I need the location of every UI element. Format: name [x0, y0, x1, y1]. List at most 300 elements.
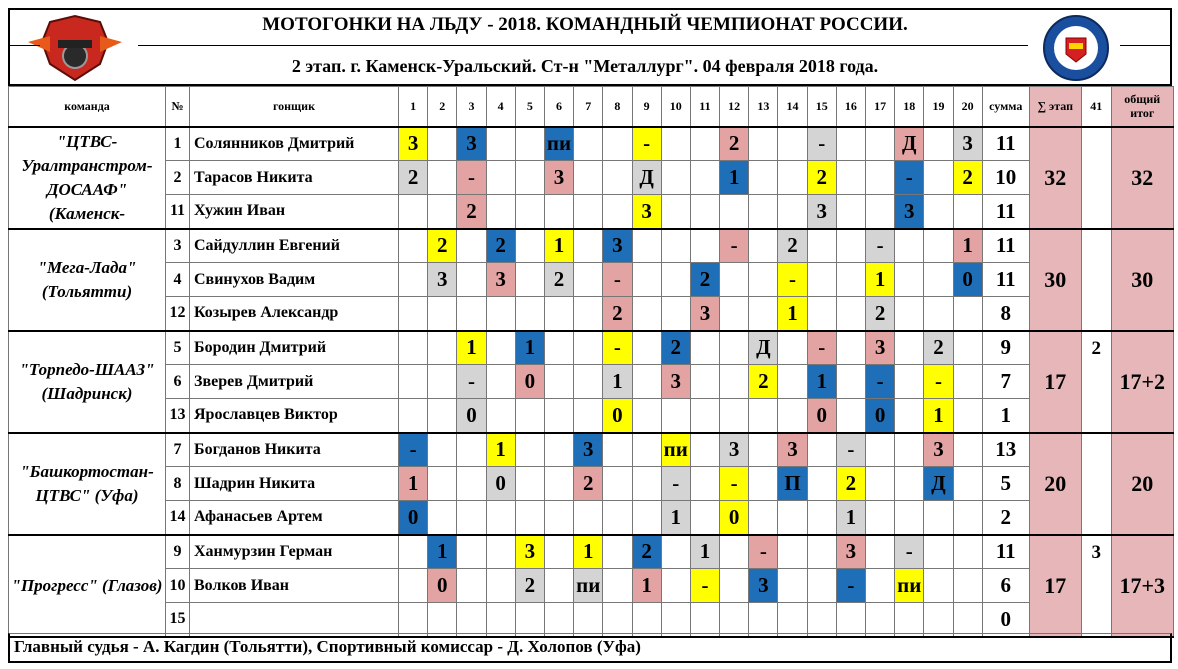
- heat-result: 3: [866, 331, 895, 365]
- team-name: "Башкортостан-ЦТВС" (Уфа): [9, 433, 166, 535]
- heat-result: -: [632, 127, 661, 161]
- heat-result: [515, 127, 544, 161]
- heat-result: [603, 569, 632, 603]
- rider-row: [9, 603, 1174, 637]
- heat-result: 3: [836, 535, 865, 569]
- heat-result: [603, 161, 632, 195]
- heat-result: 2: [866, 297, 895, 331]
- heat-result: [807, 433, 836, 467]
- heat-result: [399, 297, 428, 331]
- heat-result: -: [661, 467, 690, 501]
- heat-result: 0: [399, 501, 428, 535]
- heat-result: 1: [515, 331, 544, 365]
- heat-result: [515, 195, 544, 229]
- rider-name: Богданов Никита: [190, 433, 399, 467]
- heat-result: [399, 263, 428, 297]
- rider-sum: 2: [982, 501, 1029, 535]
- heat-result: 1: [866, 263, 895, 297]
- heat-result: [953, 433, 982, 467]
- rider-row: [9, 365, 1174, 399]
- heat-result: [836, 127, 865, 161]
- heat-result: [836, 365, 865, 399]
- rider-sum: 7: [982, 365, 1029, 399]
- heat-result: [924, 297, 953, 331]
- heat-result: [544, 195, 573, 229]
- column-heat: 17: [866, 87, 895, 127]
- heat-result: [574, 195, 603, 229]
- heat-result: 3: [953, 127, 982, 161]
- heat-result: 2: [661, 331, 690, 365]
- heat-result: 2: [428, 229, 457, 263]
- heat-result: [486, 603, 515, 637]
- rider-sum: 9: [982, 331, 1029, 365]
- heat-result: [895, 263, 924, 297]
- heat-result: [457, 229, 486, 263]
- heat-result: [515, 399, 544, 433]
- column-heat: 19: [924, 87, 953, 127]
- heat-result: [778, 399, 807, 433]
- heat-result: [399, 535, 428, 569]
- heat-result: [953, 501, 982, 535]
- team-name: "ЦТВС-Уралтранстром-ДОСААФ" (Каменск-: [9, 127, 166, 229]
- heat-result: 3: [690, 297, 719, 331]
- heat-result: Д: [632, 161, 661, 195]
- team-name: "Торпедо-ШААЗ" (Шадринск): [9, 331, 166, 433]
- heat-result: [399, 399, 428, 433]
- heat-result: [749, 297, 778, 331]
- rider-name: [190, 603, 399, 637]
- rider-row: [9, 127, 1174, 161]
- rider-number: 8: [166, 467, 190, 501]
- rider-sum: 1: [982, 399, 1029, 433]
- heat-result: 1: [457, 331, 486, 365]
- heat-result: [749, 127, 778, 161]
- rider-name: Ханмурзин Герман: [190, 535, 399, 569]
- heat-result: 3: [428, 263, 457, 297]
- heat-result: -: [836, 569, 865, 603]
- heat-result: [574, 399, 603, 433]
- rider-row: [9, 467, 1174, 501]
- heat-result: 2: [953, 161, 982, 195]
- heat-result: [749, 467, 778, 501]
- heat-result: [486, 331, 515, 365]
- heat-result: [457, 433, 486, 467]
- heat-result: [661, 297, 690, 331]
- heat-result: [720, 535, 749, 569]
- heat-result: [603, 127, 632, 161]
- column-heat: 10: [661, 87, 690, 127]
- heat-result: [457, 569, 486, 603]
- heat-result: 0: [807, 399, 836, 433]
- heat-result: 1: [836, 501, 865, 535]
- rider-sum: 5: [982, 467, 1029, 501]
- rider-number: 4: [166, 263, 190, 297]
- heat-result: [836, 297, 865, 331]
- heat-result: 3: [720, 433, 749, 467]
- rider-name: Шадрин Никита: [190, 467, 399, 501]
- heat-result: 2: [807, 161, 836, 195]
- team-overall-total: 17+2: [1111, 331, 1173, 433]
- heat-result: [632, 433, 661, 467]
- heat-result: [544, 399, 573, 433]
- heat-result: 1: [428, 535, 457, 569]
- rider-sum: 10: [982, 161, 1029, 195]
- heat-result: 1: [486, 433, 515, 467]
- heat-result: [953, 195, 982, 229]
- heat-result: 2: [836, 467, 865, 501]
- heat-result: [661, 569, 690, 603]
- heat-result: [749, 433, 778, 467]
- heat-result: 2: [457, 195, 486, 229]
- rider-sum: 11: [982, 535, 1029, 569]
- rider-sum: 0: [982, 603, 1029, 637]
- heat-result: [895, 467, 924, 501]
- heat-result: [953, 365, 982, 399]
- heat-result: -: [720, 467, 749, 501]
- heat-result: [457, 297, 486, 331]
- document-header: [8, 8, 1172, 86]
- heat-result: П: [778, 467, 807, 501]
- heat-result: [574, 161, 603, 195]
- heat-result: [690, 161, 719, 195]
- heat-result: [924, 569, 953, 603]
- heat-result: [574, 603, 603, 637]
- heat-result: [895, 501, 924, 535]
- column-team: команда: [9, 87, 166, 127]
- footer-judges: Главный судья - А. Кагдин (Тольятти), Спортивный комиссар - Д. Холопов (Уфа): [8, 633, 1172, 663]
- heat-result: [690, 399, 719, 433]
- heat-result: [661, 127, 690, 161]
- heat-result: [661, 161, 690, 195]
- heat-result: [807, 297, 836, 331]
- heat-result: [661, 399, 690, 433]
- heat-result: [749, 263, 778, 297]
- rider-row: [9, 161, 1174, 195]
- heat-result: [661, 603, 690, 637]
- heat-result: [515, 161, 544, 195]
- heat-result: [661, 195, 690, 229]
- heat-result: -: [924, 365, 953, 399]
- heat-result: [924, 195, 953, 229]
- heat-result: [457, 467, 486, 501]
- rider-number: 2: [166, 161, 190, 195]
- heat-result: 3: [632, 195, 661, 229]
- heat-result: 3: [544, 161, 573, 195]
- heat-result: [544, 365, 573, 399]
- heat-result: 0: [866, 399, 895, 433]
- heat-result: 2: [720, 127, 749, 161]
- heat-result: [778, 569, 807, 603]
- heat-result: -: [807, 331, 836, 365]
- heat-result: [836, 161, 865, 195]
- column-heat: 1: [399, 87, 428, 127]
- heat-result: 1: [399, 467, 428, 501]
- column-41: 41: [1081, 87, 1111, 127]
- column-heat: 7: [574, 87, 603, 127]
- heat-result: [428, 331, 457, 365]
- heat-result: [836, 331, 865, 365]
- heat-result: [836, 263, 865, 297]
- rider-number: 10: [166, 569, 190, 603]
- heat-result: [866, 501, 895, 535]
- heat-result: 3: [924, 433, 953, 467]
- heat-result: [690, 603, 719, 637]
- column-41-value: [1081, 433, 1111, 535]
- heat-result: [807, 501, 836, 535]
- rider-name: Козырев Александр: [190, 297, 399, 331]
- heat-result: [515, 467, 544, 501]
- heat-result: -: [749, 535, 778, 569]
- team-stage-total: 20: [1029, 433, 1081, 535]
- mfr-federation-emblem-icon: [1040, 14, 1112, 82]
- team-name: "Мега-Лада" (Тольятти): [9, 229, 166, 331]
- heat-result: [778, 127, 807, 161]
- heat-result: [428, 127, 457, 161]
- heat-result: [807, 569, 836, 603]
- heat-result: -: [778, 263, 807, 297]
- heat-result: пи: [895, 569, 924, 603]
- rider-row: [9, 569, 1174, 603]
- heat-result: 3: [515, 535, 544, 569]
- heat-result: 0: [428, 569, 457, 603]
- heat-result: [486, 195, 515, 229]
- column-heat: 8: [603, 87, 632, 127]
- heat-result: [515, 297, 544, 331]
- heat-result: [428, 433, 457, 467]
- heat-result: -: [866, 229, 895, 263]
- column-number: №: [166, 87, 190, 127]
- heat-result: 2: [603, 297, 632, 331]
- heat-result: [486, 535, 515, 569]
- column-41-value: [1081, 229, 1111, 331]
- rider-row: [9, 433, 1174, 467]
- heat-result: [953, 603, 982, 637]
- rider-number: 11: [166, 195, 190, 229]
- heat-result: 2: [632, 535, 661, 569]
- heat-result: [895, 365, 924, 399]
- heat-result: [486, 297, 515, 331]
- rider-row: [9, 501, 1174, 535]
- heat-result: [544, 331, 573, 365]
- heat-result: [544, 569, 573, 603]
- rider-number: 13: [166, 399, 190, 433]
- heat-result: -: [457, 161, 486, 195]
- rider-number: 1: [166, 127, 190, 161]
- rider-number: 9: [166, 535, 190, 569]
- heat-result: [690, 365, 719, 399]
- heat-result: [574, 331, 603, 365]
- column-heat: 13: [749, 87, 778, 127]
- heat-result: [778, 161, 807, 195]
- speedway-club-emblem-icon: [20, 12, 130, 84]
- rider-name: Афанасьев Артем: [190, 501, 399, 535]
- heat-result: [515, 263, 544, 297]
- column-41-value: [1081, 127, 1111, 229]
- heat-result: [690, 229, 719, 263]
- heat-result: [866, 433, 895, 467]
- heat-result: [953, 569, 982, 603]
- heat-result: [866, 161, 895, 195]
- rider-row: [9, 229, 1174, 263]
- heat-result: [457, 535, 486, 569]
- heat-result: [690, 195, 719, 229]
- heat-result: [924, 535, 953, 569]
- heat-result: [574, 297, 603, 331]
- heat-result: 3: [749, 569, 778, 603]
- heat-result: [720, 195, 749, 229]
- rider-sum: 6: [982, 569, 1029, 603]
- heat-result: [428, 501, 457, 535]
- heat-result: [428, 195, 457, 229]
- heat-result: [544, 467, 573, 501]
- heat-result: [720, 603, 749, 637]
- heat-result: 2: [924, 331, 953, 365]
- rider-name: Ярославцев Виктор: [190, 399, 399, 433]
- heat-result: [720, 365, 749, 399]
- heat-result: 3: [457, 127, 486, 161]
- heat-result: [603, 195, 632, 229]
- heat-result: 2: [399, 161, 428, 195]
- heat-result: [603, 433, 632, 467]
- heat-result: [866, 467, 895, 501]
- heat-result: [515, 433, 544, 467]
- heat-result: [924, 603, 953, 637]
- team-overall-total: 17+3: [1111, 535, 1173, 637]
- heat-result: 2: [749, 365, 778, 399]
- heat-result: [486, 127, 515, 161]
- heat-result: [749, 229, 778, 263]
- heat-result: [544, 501, 573, 535]
- rider-sum: 11: [982, 229, 1029, 263]
- results-table: [8, 86, 1174, 638]
- heat-result: 3: [399, 127, 428, 161]
- heat-result: [632, 229, 661, 263]
- heat-result: [749, 399, 778, 433]
- heat-result: [428, 365, 457, 399]
- heat-result: [399, 331, 428, 365]
- heat-result: Д: [924, 467, 953, 501]
- heat-result: 2: [690, 263, 719, 297]
- heat-result: [544, 433, 573, 467]
- heat-result: [661, 263, 690, 297]
- team-stage-total: 17: [1029, 535, 1081, 637]
- heat-result: 2: [574, 467, 603, 501]
- heat-result: [778, 501, 807, 535]
- column-heat: 2: [428, 87, 457, 127]
- heat-result: -: [399, 433, 428, 467]
- heat-result: -: [720, 229, 749, 263]
- team-overall-total: 30: [1111, 229, 1173, 331]
- heat-result: 3: [895, 195, 924, 229]
- team-stage-total: 32: [1029, 127, 1081, 229]
- heat-result: [515, 501, 544, 535]
- column-heat: 4: [486, 87, 515, 127]
- document-title: МОТОГОНКИ НА ЛЬДУ - 2018. КОМАНДНЫЙ ЧЕМПИОНАТ РОССИИ.: [262, 14, 908, 35]
- team-stage-total: 17: [1029, 331, 1081, 433]
- column-heat: 18: [895, 87, 924, 127]
- column-heat: 11: [690, 87, 719, 127]
- heat-result: 1: [720, 161, 749, 195]
- heat-result: 1: [544, 229, 573, 263]
- heat-result: [895, 297, 924, 331]
- heat-result: [720, 331, 749, 365]
- rider-sum: 8: [982, 297, 1029, 331]
- heat-result: 0: [720, 501, 749, 535]
- heat-result: [661, 229, 690, 263]
- heat-result: [574, 229, 603, 263]
- heat-result: -: [836, 433, 865, 467]
- heat-result: [544, 603, 573, 637]
- heat-result: 0: [603, 399, 632, 433]
- heat-result: [603, 467, 632, 501]
- heat-result: 1: [661, 501, 690, 535]
- heat-result: [428, 399, 457, 433]
- heat-result: [720, 399, 749, 433]
- heat-result: -: [457, 365, 486, 399]
- heat-result: [661, 535, 690, 569]
- heat-result: [486, 365, 515, 399]
- heat-result: [574, 501, 603, 535]
- heat-result: [866, 569, 895, 603]
- heat-result: [749, 603, 778, 637]
- heat-result: [807, 229, 836, 263]
- heat-result: Д: [895, 127, 924, 161]
- heat-result: [428, 467, 457, 501]
- heat-result: [603, 501, 632, 535]
- heat-result: [632, 501, 661, 535]
- rider-row: [9, 535, 1174, 569]
- column-heat: 6: [544, 87, 573, 127]
- heat-result: [836, 603, 865, 637]
- heat-result: 3: [661, 365, 690, 399]
- column-stage: ∑ этап: [1029, 87, 1081, 127]
- heat-result: [895, 603, 924, 637]
- rider-sum: 11: [982, 127, 1029, 161]
- heat-result: [807, 603, 836, 637]
- column-41-value: 3: [1081, 535, 1111, 637]
- rider-name: Зверев Дмитрий: [190, 365, 399, 399]
- heat-result: 1: [632, 569, 661, 603]
- column-heat: 20: [953, 87, 982, 127]
- heat-result: [895, 399, 924, 433]
- heat-result: [428, 603, 457, 637]
- heat-result: [866, 603, 895, 637]
- rider-name: Свинухов Вадим: [190, 263, 399, 297]
- heat-result: 1: [574, 535, 603, 569]
- rider-name: Сайдуллин Евгений: [190, 229, 399, 263]
- heat-result: [399, 603, 428, 637]
- document-subtitle: 2 этап. г. Каменск-Уральский. Ст-н "Металлург". 04 февраля 2018 года.: [291, 56, 879, 76]
- heat-result: [632, 467, 661, 501]
- heat-result: [807, 535, 836, 569]
- heat-result: [603, 535, 632, 569]
- rider-sum: 11: [982, 263, 1029, 297]
- heat-result: [866, 127, 895, 161]
- heat-result: [690, 433, 719, 467]
- heat-result: [866, 535, 895, 569]
- heat-result: -: [603, 263, 632, 297]
- team-stage-total: 30: [1029, 229, 1081, 331]
- heat-result: [486, 569, 515, 603]
- heat-result: [953, 331, 982, 365]
- heat-result: пи: [574, 569, 603, 603]
- heat-result: [632, 331, 661, 365]
- heat-result: [690, 501, 719, 535]
- heat-result: 2: [778, 229, 807, 263]
- column-heat: 14: [778, 87, 807, 127]
- column-41-value: 2: [1081, 331, 1111, 433]
- rider-number: 5: [166, 331, 190, 365]
